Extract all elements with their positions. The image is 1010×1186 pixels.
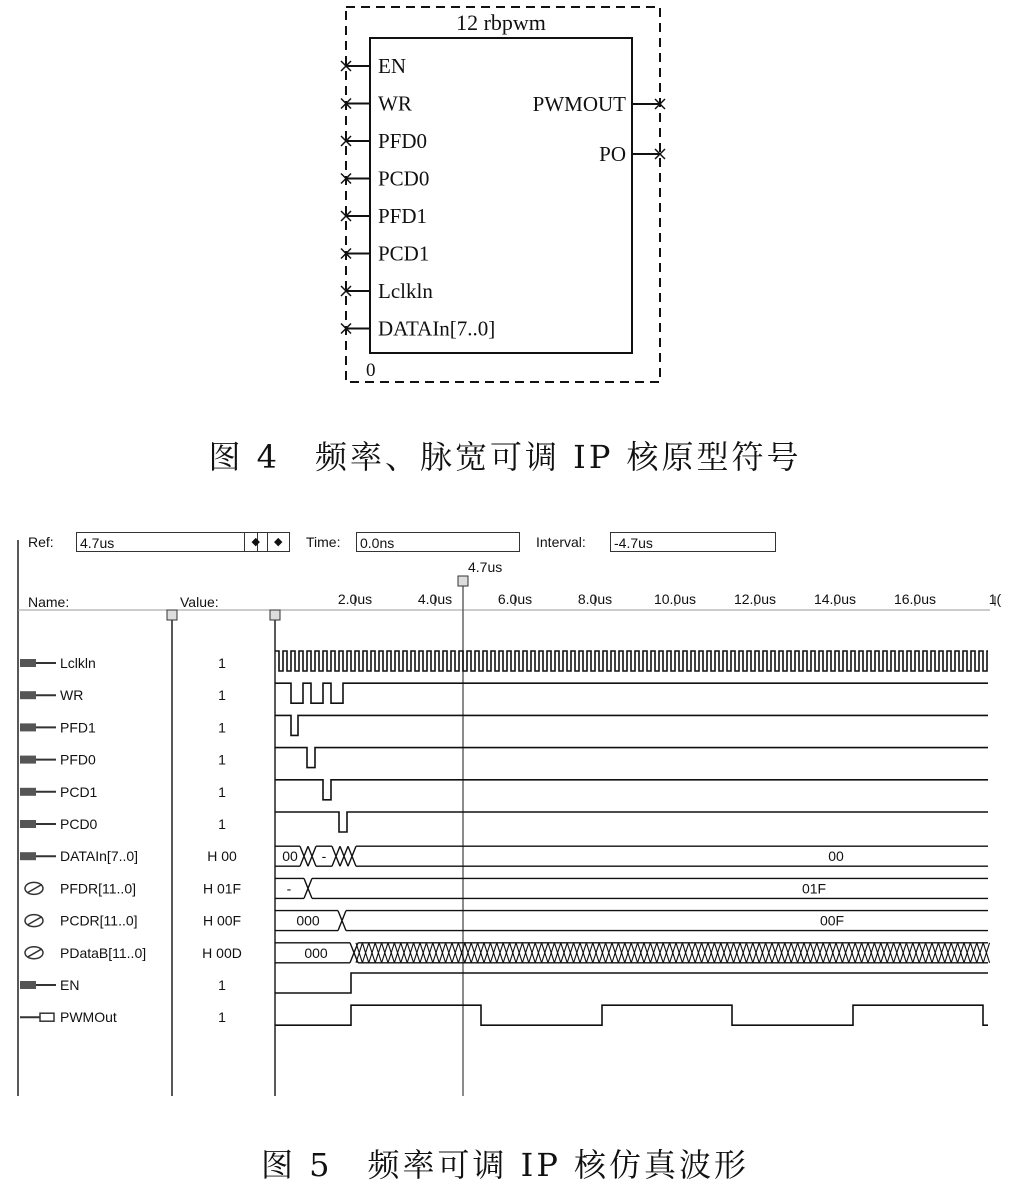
signal-value: 1 [218,655,226,671]
input-pin-label: PCD1 [378,241,430,266]
symbol-title: 12 rbpwm [456,10,546,35]
time-tick-label: 6.0us [497,591,533,607]
signal-value: 1 [218,719,226,736]
input-pin-label: DATAIn[7..0] [378,316,496,341]
time-tick-label: 10.0us [653,591,697,607]
input-pin-label: PFD0 [378,129,428,153]
output-pin-icon [20,1013,54,1021]
interval-label: Interval: [536,534,586,550]
input-pin-icon [20,691,56,699]
signal-value: 1 [218,751,226,768]
time-tick-label: 16.0us [893,591,937,607]
signal-row[interactable] [20,973,988,993]
bus-value-label: - [286,880,292,897]
left-arrow-icon[interactable]: ◆ [245,533,268,551]
input-pin-icon [20,756,56,764]
signal-row[interactable] [25,943,990,963]
signal-rows [20,651,990,1025]
signal-value: 1 [218,977,226,993]
ref-label: Ref: [28,534,54,550]
value-column-header: Value: [180,594,219,610]
time-tick-label: 12.0us [733,591,777,607]
output-pin-label: PWMOUT [532,92,626,116]
time-field[interactable]: 0.0ns [356,532,520,552]
input-pin-label: EN [378,54,406,78]
bus-value-label: - [321,848,327,865]
signal-name: PFD1 [60,719,96,736]
signal-value: 1 [218,687,226,704]
bus-waveform [275,943,988,963]
signal-row[interactable] [20,812,988,832]
signal-name: PDataB[11..0] [60,944,147,961]
digital-waveform [275,780,988,800]
signal-row[interactable] [25,878,988,898]
digital-waveform [275,651,988,671]
symbol-instance-number: 0 [366,360,376,381]
input-pin-label: PFD1 [378,204,428,228]
input-pin-label: WR [378,91,412,116]
signal-row[interactable] [20,651,988,671]
signal-row[interactable] [20,780,988,800]
input-pin-icon [20,659,56,667]
time-ruler [338,591,1002,607]
signal-value: 1 [218,816,226,832]
signal-value: H 00F [202,912,242,929]
signal-value: H 00 [207,848,237,865]
time-tick-label: 2.0us [337,591,373,607]
buried-node-icon [25,947,43,959]
time-tick-label: 14.0us [813,591,857,607]
bus-value-label: 000 [304,944,328,961]
bus-value-label: 00 [828,848,844,865]
bus-waveform [275,878,988,898]
signal-value: H 01F [202,880,242,897]
input-pin-label: PCD0 [378,166,430,191]
digital-waveform [275,683,988,703]
signal-row[interactable] [20,715,988,735]
value-divider-handle[interactable] [270,610,280,620]
bus-waveform [275,846,988,866]
signal-name: EN [60,977,80,993]
signal-name: WR [60,687,84,704]
signal-row[interactable] [20,683,988,703]
input-pin-icon [20,852,56,860]
time-tick-label: 8.0us [577,591,613,607]
time-tick-label: 4.0us [417,591,453,607]
output-pin-label: PO [599,142,626,166]
bus-value-label: 00 [282,848,298,865]
signal-name: Lclkln [60,655,96,671]
signal-row[interactable] [20,1005,988,1025]
name-column-header: Name: [28,594,70,610]
time-label: Time: [306,534,341,550]
bus-waveform [275,911,988,931]
buried-node-icon [25,915,43,927]
digital-waveform [275,715,988,735]
input-pin-icon [20,820,56,828]
signal-name: DATAIn[7..0] [60,848,139,865]
digital-waveform [275,973,988,993]
bus-value-label: 01F [801,880,827,897]
signal-value: 1 [218,783,226,800]
input-pin-label: Lclkln [378,279,433,303]
digital-waveform [275,748,988,768]
time-tick-label: 1( [988,591,1002,607]
right-arrow-icon[interactable]: ◆ [274,536,283,548]
signal-row[interactable] [20,748,988,768]
interval-field[interactable]: -4.7us [610,532,776,552]
signal-name: PCDR[11..0] [60,912,138,929]
signal-row[interactable] [25,911,988,931]
input-pin-icon [20,981,56,989]
signal-name: PFD0 [60,751,96,768]
figure-5-caption: 图 5 频率可调 IP 核仿真波形 [260,1146,750,1184]
digital-waveform [275,812,988,832]
buried-node-icon [25,882,43,894]
input-pin-icon [20,788,56,796]
figure-4-caption: 图 4 频率、脉宽可调 IP 核原型符号 [208,438,802,476]
signal-name: PCD0 [60,816,98,832]
cursor-handle[interactable] [458,576,468,586]
bus-value-label: 00F [819,912,845,929]
signal-value: H 00D [202,944,242,961]
bus-value-label: 000 [296,912,320,929]
signal-name: PFDR[11..0] [60,880,136,897]
cursor-time-label: 4.7us [468,559,503,575]
ref-time-field[interactable]: 4.7us [76,532,258,552]
input-pin-icon [20,723,56,731]
name-divider-handle[interactable] [167,610,177,620]
signal-value: 1 [218,1009,226,1026]
signal-name: PCD1 [60,783,98,800]
digital-waveform [275,1005,988,1025]
signal-name: PWMOut [60,1009,117,1026]
signal-row[interactable] [20,846,988,866]
